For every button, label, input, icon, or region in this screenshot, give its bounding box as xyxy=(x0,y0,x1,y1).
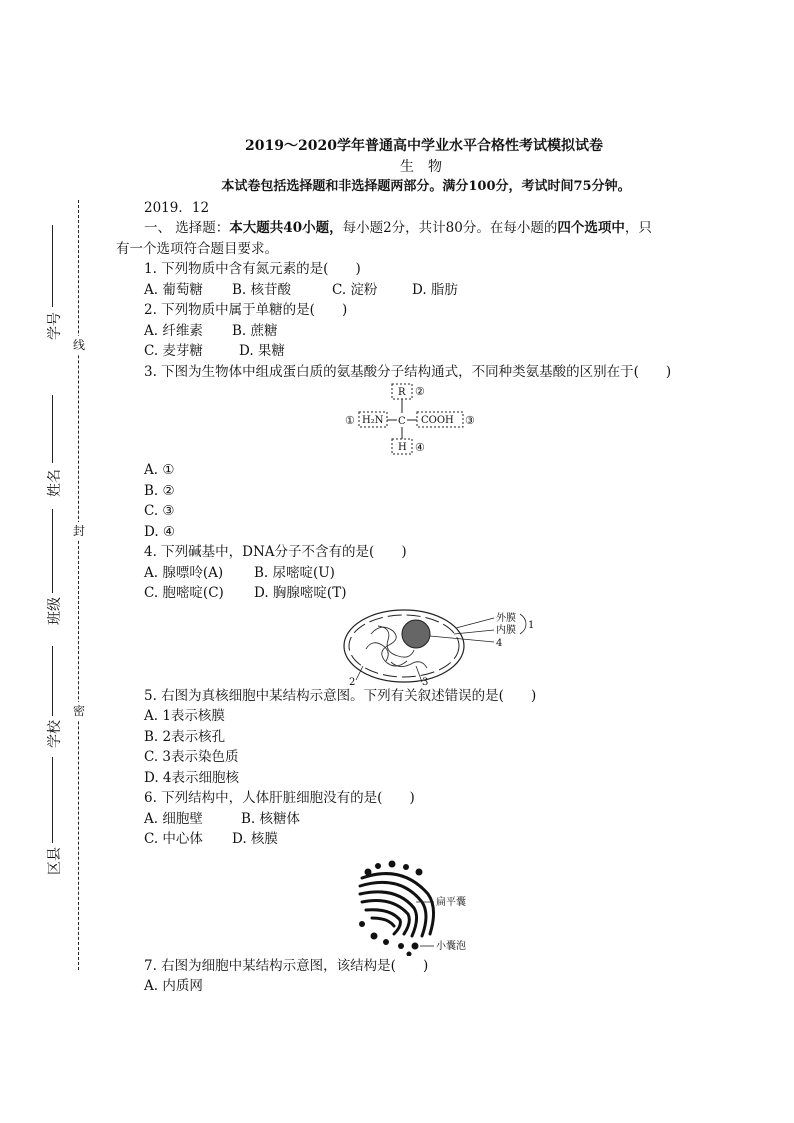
field-underline xyxy=(52,395,53,463)
question-6-options-row2 xyxy=(116,829,696,850)
label-amino-group: H₂N xyxy=(362,415,384,426)
option-d[interactable]: D. 果糖 xyxy=(239,343,285,359)
question-5-stem: 5. 右图为真核细胞中某结构示意图。下列有关叙述错误的是( ) xyxy=(144,687,537,704)
option-d[interactable]: D. 脂肪 xyxy=(412,281,458,298)
label-alpha-carbon: C xyxy=(398,416,406,427)
option-c[interactable]: C. 中心体 xyxy=(144,831,203,847)
question-3-option-c[interactable]: C. ③ xyxy=(144,503,175,519)
option-c[interactable]: C. 麦芽糖 xyxy=(144,343,203,359)
question-7-option-a[interactable]: A. 内质网 xyxy=(144,978,203,994)
option-a[interactable]: A. 纤维素 xyxy=(144,322,203,339)
nucleus-figure xyxy=(116,604,696,686)
question-4-options-row2 xyxy=(116,583,696,604)
option-b[interactable]: B. 蔗糖 xyxy=(232,322,278,339)
option-c[interactable]: C. 淀粉 xyxy=(332,281,378,298)
field-label: 学号 xyxy=(47,312,63,340)
label-marker-4: ④ xyxy=(415,441,425,454)
section-heading-cont: 有一个选项符合题目要求。 xyxy=(116,240,278,257)
binding-strip xyxy=(40,190,100,980)
seal-mark-seal: 封 xyxy=(72,524,85,538)
question-3-stem: 3. 下图为生物体中组成蛋白质的氨基酸分子结构通式，不同种类氨基酸的区别在于( ) xyxy=(144,363,672,380)
option-b[interactable]: B. 核糖体 xyxy=(241,810,301,827)
option-a[interactable]: A. 细胞壁 xyxy=(144,810,203,827)
option-a[interactable]: A. 葡萄糖 xyxy=(144,281,203,298)
label-outer-membrane: 外膜 xyxy=(496,612,516,624)
exam-note: 本试卷包括选择题和非选择题两部分。满分100分，考试时间75分钟。 xyxy=(221,179,631,194)
question-5-option-a[interactable]: A. 1表示核膜 xyxy=(144,708,225,724)
label-vesicle: 小囊泡 xyxy=(436,940,466,952)
field-underline xyxy=(52,225,53,307)
option-d[interactable]: D. 核膜 xyxy=(232,831,278,847)
question-5-option-c[interactable]: C. 3表示染色质 xyxy=(144,749,239,765)
label-carboxyl-group: COOH xyxy=(421,415,454,426)
field-label: 班级 xyxy=(47,597,63,625)
option-a[interactable]: A. 腺嘌呤(A) xyxy=(144,564,224,581)
amino-acid-figure xyxy=(116,382,696,460)
golgi-figure xyxy=(116,850,696,956)
section-heading: 一、 选择题：本大题共40小题，每小题2分，共计80分。在每小题的四个选项中，只 xyxy=(144,220,652,236)
seal-mark-secret: 密 xyxy=(72,704,85,718)
option-c[interactable]: C. 胞嘧啶(C) xyxy=(144,585,224,601)
option-b[interactable]: B. 尿嘧啶(U) xyxy=(254,564,335,581)
option-b[interactable]: B. 核苷酸 xyxy=(232,281,292,298)
question-3-option-a[interactable]: A. ① xyxy=(144,462,175,478)
question-4-options-row1 xyxy=(116,563,696,584)
label-2: 2 xyxy=(349,676,356,686)
exam-title: 2019～2020学年普通高中学业水平合格性考试模拟试卷 xyxy=(245,138,603,154)
seal-mark-line: 线 xyxy=(72,338,85,352)
exam-date: 2019．12 xyxy=(144,199,210,216)
question-1-stem: 1. 下列物质中含有氮元素的是( ) xyxy=(144,261,361,277)
question-5-option-d[interactable]: D. 4表示细胞核 xyxy=(144,769,240,786)
option-d[interactable]: D. 胸腺嘧啶(T) xyxy=(254,585,347,601)
question-2-stem: 2. 下列物质中属于单糖的是( ) xyxy=(144,302,348,318)
field-underline xyxy=(52,646,53,716)
question-3-option-d[interactable]: D. ④ xyxy=(144,523,176,540)
question-2-options-row1 xyxy=(116,321,696,342)
question-7-stem: 7. 右图为细胞中某结构示意图，该结构是( ) xyxy=(144,957,429,974)
field-label: 学校 xyxy=(47,720,63,748)
label-r-group: R xyxy=(398,387,406,398)
exam-content xyxy=(116,136,696,997)
label-3: 3 xyxy=(422,676,429,686)
label-hydrogen: H xyxy=(398,442,407,453)
question-1-options xyxy=(116,280,696,301)
question-2-options-row2 xyxy=(116,341,696,362)
question-6-options-row1 xyxy=(116,809,696,830)
field-label: 姓名 xyxy=(47,469,63,497)
label-4: 4 xyxy=(496,637,503,649)
seal-dashed-line xyxy=(78,200,79,970)
field-underline xyxy=(52,509,53,593)
label-marker-2: ② xyxy=(415,385,425,398)
field-underline xyxy=(52,757,53,843)
field-label: 区县 xyxy=(47,847,63,875)
question-5-option-b[interactable]: B. 2表示核孔 xyxy=(144,728,226,745)
question-4-stem: 4. 下列碱基中，DNA分子不含有的是( ) xyxy=(144,544,407,560)
label-cisterna: 扁平囊 xyxy=(436,896,466,908)
label-marker-3: ③ xyxy=(465,414,475,427)
label-inner-membrane: 内膜 xyxy=(496,624,516,636)
question-3-option-b[interactable]: B. ② xyxy=(144,482,175,499)
label-1: 1 xyxy=(528,619,535,631)
question-6-stem: 6. 下列结构中，人体肝脏细胞没有的是( ) xyxy=(144,790,415,806)
label-marker-1: ① xyxy=(345,414,355,427)
exam-subject: 生物 xyxy=(400,158,456,175)
